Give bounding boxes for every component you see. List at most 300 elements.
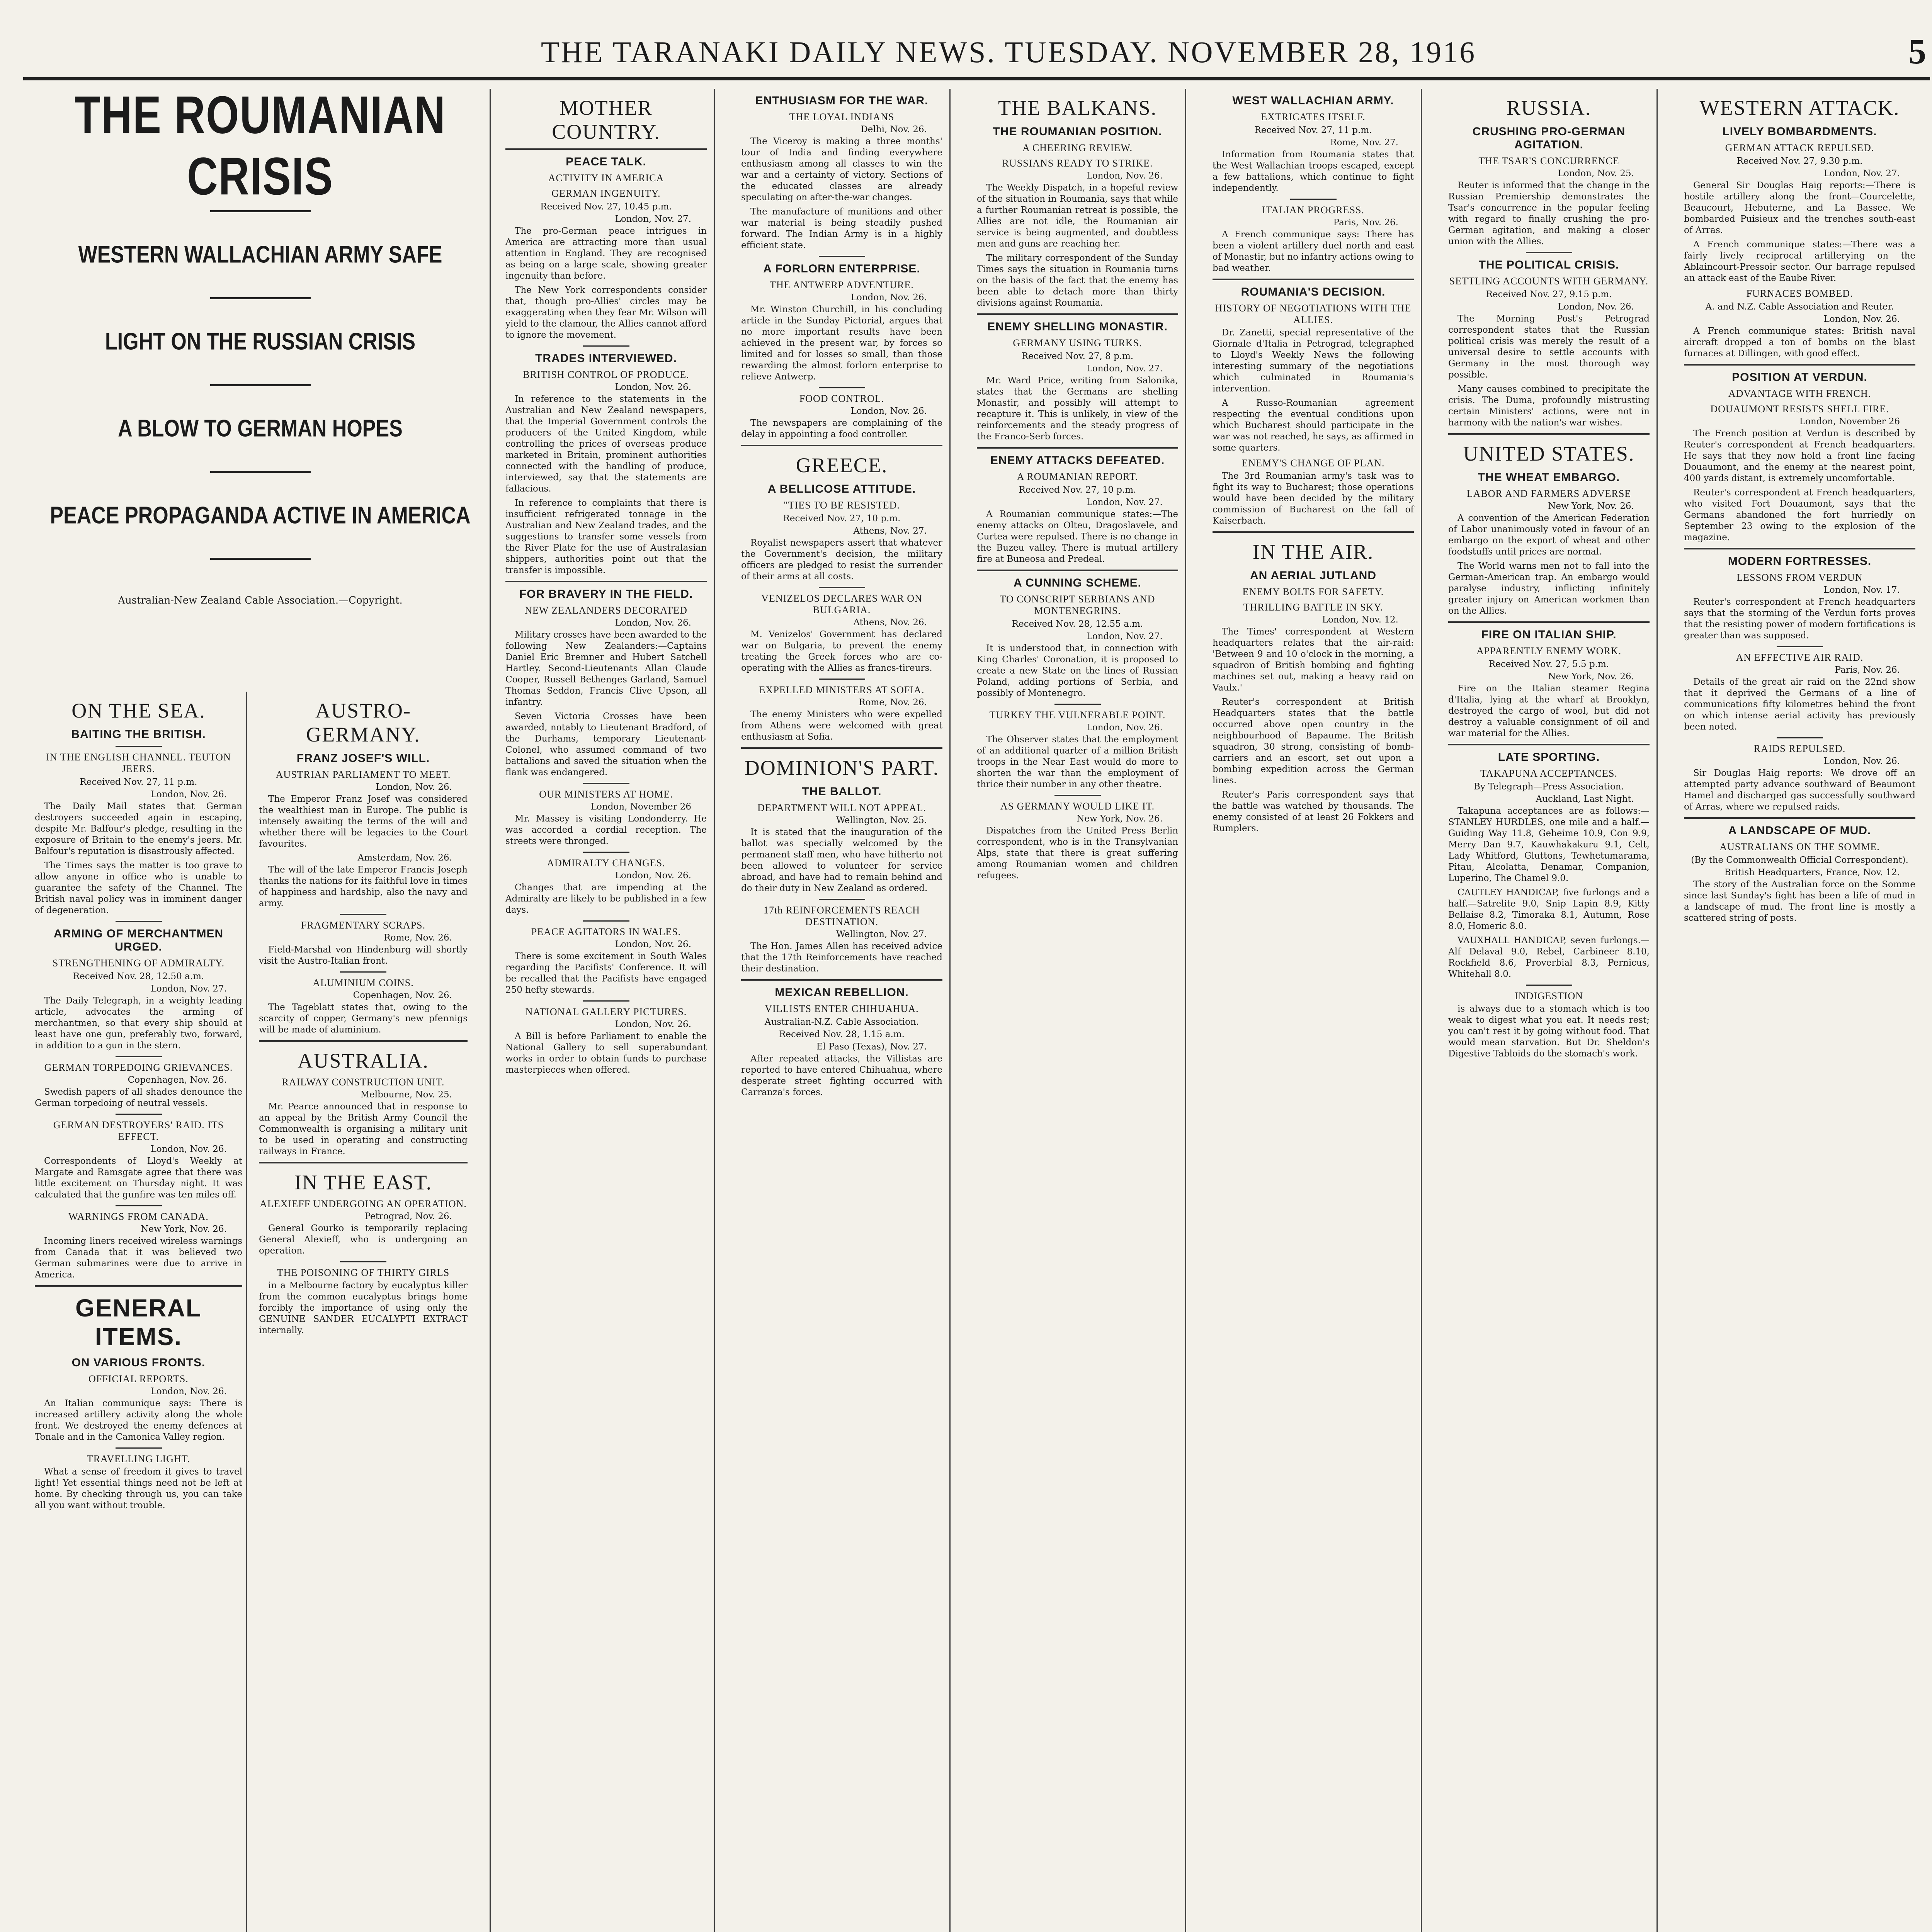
article-paragraph: The Daily Mail states that German destroyers succeeded again in escaping, despite Mr. Balfour's pledge, resulting in the exposure of Britain to the enemy's jeers. Mr. Balfour's reputation is disastrously affected. (35, 801, 242, 856)
divider (1777, 737, 1823, 738)
kicker: THE LOYAL INDIANS (789, 111, 895, 122)
divider (116, 1056, 162, 1057)
divider (116, 1447, 162, 1449)
article-paragraph: Information from Roumania states that the West Wallachian troops escaped, except a few battalions, which continue to fight independently. (1213, 150, 1414, 193)
article-paragraph: Royalist newspapers assert that whatever the Government's decision, the military officers are pledged to resist the surrender of their arms at all costs. (741, 538, 942, 582)
headline-air-raid: AN EFFECTIVE AIR RAID. (1736, 652, 1864, 663)
headline-poisoning: THE POISONING OF THIRTY GIRLS (277, 1267, 450, 1278)
place-line: London, Nov. 26. (376, 782, 452, 792)
article-paragraph: The 3rd Roumanian army's task was to fight its way to Bucharest; those operations would have been decided by the military commission of Bucharest on the fall of Kaiserbach. (1213, 471, 1414, 526)
kicker: VILLISTS ENTER CHIHUAHUA. (765, 1003, 919, 1014)
kicker: ENEMY BOLTS FOR SAFETY. (1242, 586, 1384, 597)
place-line: London, Nov. 26. (150, 1386, 227, 1396)
kicker: THE TSAR'S CONCURRENCE (1478, 155, 1619, 167)
place-line: Paris, Nov. 26. (1835, 665, 1900, 675)
divider (1448, 433, 1650, 435)
headline-peace-agitators: PEACE AGITATORS IN WALES. (531, 926, 681, 937)
place-line: London, Nov. 26. (1558, 302, 1634, 312)
article-paragraph: The New York correspondents consider that, though pro-Allies' circles may be exaggerating when they fear Mr. Wilson will yield to the clamour, the Allies cannot afford to ignore the movement. (505, 285, 707, 340)
kicker: A ROUMANIAN REPORT. (1017, 471, 1138, 482)
article-paragraph: A convention of the American Federation of Labor unanimously voted in favour of an embargo on the export of wheat and other foodstuffs until prices are normal. (1448, 513, 1650, 557)
divider (210, 210, 311, 212)
place-line: Melbourne, Nov. 25. (360, 1090, 452, 1100)
article-paragraph: Correspondents of Lloyd's Weekly at Margate and Ramsgate agree that there was little excitement on Thursday night. It was calculated that the gunfire was ten miles off. (35, 1156, 242, 1200)
kicker: ADVANTAGE WITH FRENCH. (1728, 388, 1871, 399)
divider (1684, 817, 1915, 819)
divider (505, 148, 707, 150)
divider (259, 1162, 468, 1163)
kicker: DOUAUMONT RESISTS SHELL FIRE. (1710, 403, 1889, 415)
kicker: APPARENTLY ENEMY WORK. (1476, 645, 1621, 656)
subhead-ballot: THE BALLOT. (802, 785, 882, 798)
place-line: London, Nov. 26. (615, 871, 691, 881)
column-7 (1677, 89, 1922, 1932)
headline-forlorn: A FORLORN ENTERPRISE. (763, 262, 920, 275)
dateline: Received Nov. 27, 8 p.m. (1021, 351, 1134, 361)
kicker: FURNACES BOMBED. (1746, 288, 1853, 299)
column-1a (31, 692, 247, 1932)
kicker: A CHEERING REVIEW. (1022, 142, 1133, 153)
article-paragraph: The newspapers are complaining of the delay in appointing a food controller. (741, 418, 942, 439)
place-line: Wellington, Nov. 25. (836, 815, 927, 825)
banner-assoc: Australian-New Zealand Cable Association.—Copyright. (118, 595, 403, 606)
banner-subhead-1: WESTERN WALLACHIAN ARMY SAFE (78, 241, 442, 268)
place-line: London, Nov. 26. (615, 618, 691, 628)
place-line: Petrograd, Nov. 26. (364, 1211, 452, 1221)
headline-fragmentary: FRAGMENTARY SCRAPS. (301, 920, 426, 931)
place-line: London, Nov. 26. (1086, 171, 1163, 181)
divider (1684, 364, 1915, 366)
divider (819, 256, 865, 257)
place-line: London, Nov. 27. (615, 214, 691, 224)
divider (210, 471, 311, 473)
kicker: "TIES TO BE RESISTED. (784, 500, 900, 511)
headline-australia: AUSTRALIA. (298, 1049, 429, 1072)
place-line: London, Nov. 26. (850, 293, 927, 303)
place-line: London, November 26 (1799, 417, 1900, 427)
headline-united-states: UNITED STATES. (1463, 442, 1635, 465)
article-paragraph: A Russo-Roumanian agreement respecting the eventual conditions upon which Bucharest should participate in the war was not reached, he says, as affirmed in some quarters. (1213, 398, 1414, 453)
divider (259, 1040, 468, 1042)
divider (741, 747, 942, 749)
article-paragraph: Mr. Pearce announced that in response to an appeal by the British Army Council the Commonwealth is organising a military unit to be used in operating and constructing railways in France. (259, 1102, 468, 1156)
kicker: LABOR AND FARMERS ADVERSE (1466, 488, 1631, 499)
kicker: THE ANTWERP ADVENTURE. (770, 279, 914, 291)
headline-indigestion: INDIGESTION (1514, 990, 1583, 1002)
kicker: TO CONSCRIPT SERBIANS AND MONTENEGRINS. (1000, 594, 1155, 616)
place-line: London, Nov. 27. (1086, 497, 1163, 507)
divider (340, 971, 386, 973)
place-line: London, Nov. 27. (1086, 631, 1163, 641)
kicker: HISTORY OF NEGOTIATIONS WITH THE ALLIES. (1215, 303, 1412, 325)
article-paragraph: Military crosses have been awarded to the following New Zealanders:—Captains Daniel Eric Bremner and Hubert Satchell Hartley. Second-Lieutenants Allan Claude Cooper, Russell Bethenges Garland, Samuel Thomas Seddon, Francis Clive Upson, all infantry. (505, 630, 707, 707)
kicker-arming: STRENGTHENING OF ADMIRALTY. (52, 957, 225, 969)
place-line: Paris, Nov. 26. (1333, 218, 1398, 228)
subhead-sea: BAITING THE BRITISH. (71, 728, 206, 741)
article-paragraph: Incoming liners received wireless warnings from Canada that it was believed two German submarines were due to arrive in America. (35, 1236, 242, 1280)
article-paragraph: The manufacture of munitions and other war material is being steadily pushed forward. The Indian Army is in a highly efficient state. (741, 207, 942, 250)
headline-political-crisis: THE POLITICAL CRISIS. (1478, 259, 1619, 271)
banner-subhead-2: LIGHT ON THE RUSSIAN CRISIS (105, 328, 416, 355)
divider (977, 447, 1178, 449)
article-paragraph: The Emperor Franz Josef was considered the wealthiest man in Europe. The public is intensely awaiting the terms of the will and whether there will be legacies to the Court favourites. (259, 794, 468, 849)
place-line: Rome, Nov. 27. (1330, 138, 1398, 148)
headline-west-wallachian: WEST WALLACHIAN ARMY. (1232, 94, 1394, 107)
article-paragraph: Sir Douglas Haig reports: We drove off an attempted party advance southward of Beaumont Hamel and discharged gas successfully southward of Arras, where we repulsed raids. (1684, 768, 1915, 812)
dateline: Received Nov. 27, 10 p.m. (1019, 485, 1136, 495)
divider (340, 1261, 386, 1262)
subhead-peace-talk: PEACE TALK. (566, 155, 646, 168)
headline-dominion: DOMINION'S PART. (744, 756, 939, 779)
divider (210, 297, 311, 299)
divider (819, 899, 865, 900)
divider (583, 345, 629, 347)
headline-austro: AUSTRO-GERMANY. (306, 699, 420, 746)
article-paragraph: Reuter's correspondent at British Headquarters states that the battle occurred above open country in the neighbourhood of Bapaume. The British squadron, 30 strong, consisting of bomb-carriers and an escort, set out upon a bombing expedition across the German lines. (1213, 697, 1414, 786)
banner-subhead-3: A BLOW TO GERMAN HOPES (118, 415, 403, 442)
column-4 (970, 89, 1186, 1932)
place-line: Amsterdam, Nov. 26. (357, 853, 452, 863)
place-line: Rome, Nov. 26. (859, 697, 927, 707)
assoc-line: Australian-N.Z. Cable Association. (764, 1017, 919, 1027)
divider (1290, 199, 1337, 200)
headline-mexican: MEXICAN REBELLION. (775, 986, 909, 999)
place-line: Wellington, Nov. 27. (836, 929, 927, 939)
place-line: London, Nov. 26. (1823, 314, 1900, 324)
subhead-roumanian-position: THE ROUMANIAN POSITION. (993, 125, 1162, 138)
divider (210, 558, 311, 560)
divider (116, 1205, 162, 1206)
headline-russia: RUSSIA. (1506, 96, 1592, 119)
headline-mother-country: MOTHER COUNTRY. (552, 96, 660, 143)
headline-enthusiasm: ENTHUSIASM FOR THE WAR. (755, 94, 929, 107)
kicker: THRILLING BATTLE IN SKY. (1243, 602, 1383, 613)
columns (31, 89, 1922, 1932)
article-paragraph: Takapuna acceptances are as follows:—STANLEY HURDLES, one mile and a half.—Guiding Way 11.8, Geheime 10.9, Con 9.9, Merry Dan 9.7, Kauwhakakuru 9.1, Celt, Lady Whitford, Gluttons, Tewhetumarama, Pitau, Alcolatta, Denamar, Companion, Luperino, The Chamel 9.0. (1448, 806, 1650, 883)
article-paragraph: Changes that are impending at the Admiralty are likely to be published in a few days. (505, 883, 707, 915)
subhead-pro-german: CRUSHING PRO-GERMAN AGITATION. (1472, 125, 1626, 151)
article-paragraph: General Gourko is temporarily replacing General Alexieff, who is undergoing an operation. (259, 1223, 468, 1256)
place-line: London, Nov. 26. (615, 382, 691, 392)
kicker: ENEMY'S CHANGE OF PLAN. (1242, 457, 1385, 469)
divider (583, 920, 629, 922)
article-paragraph: Fire on the Italian steamer Regina d'Italia, lying at the wharf at Brooklyn, destroyed the cargo of wool, but did not destroy a valuable consignment of oil and war material for the Allies. (1448, 684, 1650, 738)
article-paragraph: It is understood that, in connection with King Charles' Coronation, it is proposed to create a new State on the lines of Russian Poland, adding portions of Serbia, and possibly of Montenegro. (977, 643, 1178, 698)
article-paragraph: The Viceroy is making a three months' tour of India and finding everywhere enthusiasm among all classes to win the war and a certainty of victory. Sections of the educated classes are already speculating on after-the-war changes. (741, 136, 942, 202)
place-line: London, Nov. 26. (150, 789, 227, 799)
headline-travelling: TRAVELLING LIGHT. (87, 1453, 190, 1464)
subhead-aerial-jutland: AN AERIAL JUTLAND (1250, 569, 1376, 582)
divider (741, 979, 942, 981)
dateline: Received Nov. 28, 12.55 a.m. (1012, 619, 1143, 629)
headline-in-the-air: IN THE AIR. (1252, 540, 1374, 563)
divider (35, 1285, 242, 1287)
column-2 (498, 89, 715, 1932)
column-6 (1441, 89, 1658, 1932)
article-paragraph: Mr. Ward Price, writing from Salonika, states that the Germans are shelling Monastir, and possibly will attempt to recapture it. This is unlikely, in view of the reinforcements and the steady progress of the Franco-Serb forces. (977, 376, 1178, 442)
place-line: London, Nov. 26. (850, 406, 927, 416)
dateline: Received Nov. 28, 1.15 a.m. (779, 1029, 905, 1039)
headline-decision: ROUMANIA'S DECISION. (1241, 286, 1386, 298)
headline-admiralty: ADMIRALTY CHANGES. (547, 857, 665, 869)
kicker-sea: IN THE ENGLISH CHANNEL. TEUTON JEERS. (46, 752, 231, 774)
headline-defeated: ENEMY ATTACKS DEFEATED. (990, 454, 1165, 467)
place-line: London, Nov. 26. (615, 1019, 691, 1029)
kicker-australia: RAILWAY CONSTRUCTION UNIT. (282, 1077, 445, 1088)
divider (1448, 621, 1650, 623)
headline-arming: ARMING OF MERCHANTMEN URGED. (53, 927, 224, 953)
column-1b (255, 692, 471, 1932)
divider (1526, 985, 1572, 986)
article-paragraph: General Sir Douglas Haig reports:—There is hostile artillery along the front—Courcelette, Beaucourt, Hebuterne, and La Bassee. We bombarded Puisieux and the trenches south-east of Arras. (1684, 180, 1915, 235)
kicker-official: OFFICIAL REPORTS. (88, 1373, 189, 1384)
place-line: Copenhagen, Nov. 26. (128, 1075, 227, 1085)
headline-bravery: FOR BRAVERY IN THE FIELD. (519, 588, 693, 600)
place-line: London, Nov. 27. (150, 984, 227, 994)
article-paragraph: M. Venizelos' Government has declared war on Bulgaria, to prevent the enemy treating the Greek forces who are co-operating with the Allies as francs-tireurs. (741, 629, 942, 673)
masthead (23, 31, 1930, 80)
banner-subhead-4: PEACE PROPAGANDA ACTIVE IN AMERICA (50, 502, 471, 529)
headline-verdun: POSITION AT VERDUN. (1732, 371, 1867, 384)
place-line: Copenhagen, Nov. 26. (353, 990, 452, 1000)
place-line: New York, Nov. 26. (1548, 501, 1634, 511)
article-paragraph: Many causes combined to precipitate the crisis. The Duma, profoundly mistrusting certain Ministers' actions, were not in harmony with the nation's war wishes. (1448, 384, 1650, 428)
kicker-austro: AUSTRIAN PARLIAMENT TO MEET. (276, 769, 451, 780)
place-line: El Paso (Texas), Nov. 27. (816, 1042, 927, 1052)
article-paragraph: Reuter's correspondent at French headquarters says that the storming of the Verdun forts proves that the resisting power of modern fortifications is greater than was supposed. (1684, 597, 1915, 641)
article-paragraph: Reuter is informed that the change in the Russian Premiership demonstrates the Tsar's concurrence in the popular feeling with regard to finally crushing the pro-German agitation, and making a closer union with the Allies. (1448, 180, 1650, 247)
divider (116, 1114, 162, 1115)
divider (741, 445, 942, 446)
article-paragraph: A Bill is before Parliament to enable the National Gallery to sell superabundant works in order to obtain funds to purchase masterpieces when offered. (505, 1031, 707, 1075)
place-line: Athens, Nov. 26. (853, 617, 927, 628)
assoc-line: A. and N.Z. Cable Association and Reuter. (1705, 302, 1894, 312)
headline-western-attack: WESTERN ATTACK. (1699, 96, 1900, 119)
subhead-bombardments: LIVELY BOMBARDMENTS. (1722, 125, 1877, 138)
dateline: Received Nov. 27, 9.15 p.m. (1486, 289, 1612, 299)
article-paragraph: A French communique states: British naval aircraft dropped a ton of bombs on the blast furnaces at Dillingen, with good effect. (1684, 326, 1915, 359)
article-paragraph: The Times' correspondent at Western headquarters relates that the air-raid: 'Between 9 and 10 o'clock in the morning, a squadron of British bombing and fighting machines set out, making a heavy raid on Vaulx.' (1213, 627, 1414, 693)
place-line: Athens, Nov. 27. (853, 526, 927, 536)
subhead-austro: FRANZ JOSEF'S WILL. (296, 752, 430, 765)
banner-headline: THE ROUMANIAN CRISIS (75, 89, 446, 206)
article-paragraph: The Morning Post's Petrograd correspondent states that the Russian political crisis was merely the result of a universal desire to settle accounts with Germany in the most thorough way possible. (1448, 314, 1650, 380)
kicker: DEPARTMENT WILL NOT APPEAL. (757, 802, 926, 813)
article-paragraph: The Hon. James Allen has received advice that the 17th Reinforcements have reached their destination. (741, 941, 942, 974)
divider (819, 387, 865, 388)
advert-paragraph: is always due to a stomach which is too weak to digest what you eat. It needs rest; you can't rest it by going without food. That would mean starvation. But Dr. Sheldon's Digestive Tabloids do the stomach's work. (1448, 1004, 1650, 1059)
article-paragraph: A Roumanian communique states:—The enemy attacks on Olteu, Dragoslavele, and Curtea were repulsed. There is no change in the Buzeu valley. There is mutual artillery fire at Buneosa and Predeal. (977, 509, 1178, 564)
headline-torpedoing: GERMAN TORPEDOING GRIEVANCES. (44, 1062, 233, 1073)
headline-east: IN THE EAST. (294, 1171, 432, 1194)
headline-venizelos: VENIZELOS DECLARES WAR ON BULGARIA. (761, 593, 922, 616)
column-1 (31, 89, 491, 1932)
headline-raids-repulsed: RAIDS REPULSED. (1753, 743, 1846, 754)
headline-mud: A LANDSCAPE OF MUD. (1728, 824, 1871, 837)
headline-expelled: EXPELLED MINISTERS AT SOFIA. (759, 684, 925, 696)
kicker: EXTRICATES ITSELF. (1261, 111, 1366, 122)
divider (116, 746, 162, 747)
advert-paragraph: What a sense of freedom it gives to travel light! Yet essential things need not be left at home. By checking through us, you can take all you want without trouble. (35, 1467, 242, 1510)
headline-sea: ON THE SEA. (71, 699, 206, 722)
article-paragraph: Reuter's correspondent at French headquarters, who visited Fort Douaumont, says that the Germans abandoned the fort hurriedly on September 23 owing to the explosion of the magazine. (1684, 488, 1915, 543)
kicker: LESSONS FROM VERDUN (1736, 572, 1863, 583)
article-paragraph: Mr. Winston Churchill, in his concluding article in the Sunday Pictorial, argues that no more important results have been achieved in the present war, by forces so limited and for losses so small, than those rewarding the almost forlorn enterprise to relieve Antwerp. (741, 304, 942, 382)
article-paragraph: The enemy Ministers who were expelled from Athens were welcomed with great enthusiasm at Sofia. (741, 709, 942, 742)
headline-sporting: LATE SPORTING. (1498, 751, 1600, 764)
place-line: British Headquarters, France, Nov. 12. (1724, 867, 1900, 878)
divider (1684, 548, 1915, 549)
kicker-east: ALEXIEFF UNDERGOING AN OPERATION. (260, 1198, 467, 1209)
kicker: AUSTRALIANS ON THE SOMME. (1719, 841, 1880, 852)
article-paragraph: VAUXHALL HANDICAP, seven furlongs.—Alf Delaval 9.0, Rebel, Carbineer 8.10, Rockfield 8.6, Proverbial 8.3, Pernicus, Whitehall 8.0. (1448, 935, 1650, 979)
article-paragraph: The military correspondent of the Sunday Times says the situation in Roumania turns on the basis of the fact that the enemy has been able to detach more than thirty divisions against Roumania. (977, 253, 1178, 308)
headline-greece: GREECE. (796, 454, 888, 477)
subhead-general: ON VARIOUS FRONTS. (71, 1356, 206, 1369)
divider (583, 852, 629, 853)
kicker: NEW ZEALANDERS DECORATED (525, 605, 687, 616)
headline-fortresses: MODERN FORTRESSES. (1728, 555, 1872, 568)
article-paragraph: The French position at Verdun is described by Reuter's correspondent at French headquarters. He says that they now hold a front line facing Douaumont, and the enemy at the nearest point, 400 yards distant, is extremely uncomfortable. (1684, 429, 1915, 483)
headline-aluminium: ALUMINIUM COINS. (313, 977, 414, 988)
article-paragraph: The Weekly Dispatch, in a hopeful review of the situation in Roumania, says that while a further Roumanian retreat is possible, the Allies are not idle, the Roumanian air service is being augmented, and doubtless men and guns are reaching her. (977, 183, 1178, 249)
place-line: New York, Nov. 26. (1548, 672, 1634, 682)
article-paragraph: An Italian communique says: There is increased artillery activity along the whole front. We destroyed the enemy defences at Tonale and in the Camonica Valley region. (35, 1398, 242, 1442)
article-paragraph: The World warns men not to fall into the German-American trap. An embargo would paralyse industry, inflicting infinitely greater injury on American workmen than on the Allies. (1448, 561, 1650, 616)
headline-reinforcements: 17th REINFORCEMENTS REACH DESTINATION. (764, 905, 920, 927)
place-line: London, Nov. 27. (1823, 168, 1900, 179)
headline-turkey: TURKEY THE VULNERABLE POINT. (989, 709, 1166, 721)
subhead-wheat-embargo: THE WHEAT EMBARGO. (1478, 471, 1620, 484)
assoc-line: By Telegraph—Press Association. (1474, 782, 1624, 792)
place-line: London, Nov. 26. (1086, 723, 1163, 733)
place-line: London, Nov. 26. (150, 1144, 227, 1154)
article-paragraph: The pro-German peace intrigues in America are attracting more than usual attention in England. They are recognised as being on a large scale, showing greater ingenuity than before. (505, 226, 707, 281)
place-line: London, Nov. 17. (1823, 585, 1900, 595)
subhead-greece: A BELLICOSE ATTITUDE. (767, 483, 916, 495)
article-paragraph: Reuter's Paris correspondent says that the battle was watched by thousands. The enemy consisted of at least 26 Fokkers and Rumplers. (1213, 790, 1414, 833)
article-paragraph: The Observer states that the employment of an additional quarter of a million British troops in the Near East would do more to shorten the war than the employment of thrice their number in any other theatre. (977, 735, 1178, 789)
article-paragraph: The Times says the matter is too grave to allow anyone in office who is unable to guarantee the safety of the Channel. The British naval policy was in imminent danger of degeneration. (35, 861, 242, 915)
kicker: ACTIVITY IN AMERICA (548, 172, 664, 184)
article-paragraph: After repeated attacks, the Villistas are reported to have entered Chihuahua, where desperate street fighting occurred with Carranza's forces. (741, 1054, 942, 1097)
headline-germany-like: AS GERMANY WOULD LIKE IT. (1000, 801, 1155, 812)
dateline: Received Nov. 27, 5.5 p.m. (1488, 659, 1609, 669)
article-paragraph: Dr. Zanetti, special representative of the Giornale d'Italia in Petrograd, telegraphed to Lloyd's Weekly News the following interesting summary of the negotiations which culminated in Roumania's intervention. (1213, 328, 1414, 394)
article-paragraph: The Tageblatt states that, owing to the scarcity of copper, Germany's new pfennigs will be made of aluminium. (259, 1002, 468, 1035)
divider (1777, 646, 1823, 647)
headline-trades: TRADES INTERVIEWED. (535, 352, 677, 365)
article-paragraph: In reference to the statements in the Australian and New Zealand newspapers, that the Imperial Government controls the producers of the United Kingdom, while controlling the prices of overseas produce marketed in Britain, prominent authorities connected with the handling of produce, interviewed, say that the statements are fallacious. (505, 394, 707, 494)
headline-warnings: WARNINGS FROM CANADA. (68, 1211, 209, 1222)
article-paragraph: Swedish papers of all shades denounce the German torpedoing of neutral vessels. (35, 1087, 242, 1108)
column-3 (734, 89, 951, 1932)
page-number: 5 (1908, 32, 1926, 71)
article-paragraph: The Daily Telegraph, in a weighty leading article, advocates the arming of merchantmen, so that every ship should at least have one gun, preferably two, forward, in addition to a gun in the stern. (35, 996, 242, 1051)
divider (1054, 795, 1101, 796)
divider (819, 679, 865, 680)
front-banner (38, 89, 483, 606)
divider (977, 570, 1178, 571)
column-5 (1206, 89, 1422, 1932)
divider (1054, 704, 1101, 705)
place-line: London, November 26 (590, 802, 691, 812)
dateline: Received Nov. 27, 11 p.m. (80, 777, 197, 787)
divider (1526, 252, 1572, 253)
kicker: GERMAN ATTACK REPULSED. (1725, 142, 1874, 153)
place-line: Delhi, Nov. 26. (861, 124, 927, 134)
place-line: New York, Nov. 26. (1077, 814, 1163, 824)
article-paragraph: Field-Marshal von Hindenburg will shortly visit the Austro-Italian front. (259, 945, 468, 966)
divider (116, 921, 162, 922)
article-paragraph: A French communique says: There has been a violent artillery duel north and east of Monastir, but no infantry actions owing to bad weather. (1213, 230, 1414, 273)
place-line: New York, Nov. 26. (141, 1224, 227, 1234)
divider (1213, 279, 1414, 280)
advert-paragraph: in a Melbourne factory by eucalyptus killer from the common eucalyptus brings home forcibly the importance of using only the GENUINE SANDER EUCALYPTI EXTRACT internally. (259, 1281, 468, 1335)
article-paragraph: There is some excitement in South Wales regarding the Pacifists' Conference. It will be recalled that the Pacifists have engaged 250 hefty stewards. (505, 951, 707, 995)
article-paragraph: The story of the Australian force on the Somme since last Sunday's fight has been a life of mud in a landscape of mud. The front line is mostly a scattered string of posts. (1684, 879, 1915, 923)
place-line: Rome, Nov. 26. (384, 933, 452, 943)
article-paragraph: Details of the great air raid on the 22nd show that it deprived the Germans of a line of communications fifty kilometres behind the front on which intense aerial activity has previously been noted. (1684, 677, 1915, 732)
divider (977, 313, 1178, 315)
kicker: TAKAPUNA ACCEPTANCES. (1480, 768, 1617, 779)
place-line: London, Nov. 26. (1823, 756, 1900, 766)
headline-italian-progress: ITALIAN PROGRESS. (1262, 204, 1364, 216)
divider (583, 783, 629, 784)
divider (583, 1000, 629, 1002)
dateline: Received Nov. 27, 9.30 p.m. (1736, 156, 1863, 166)
divider (210, 384, 311, 386)
place-line: Auckland, Last Night. (1536, 794, 1634, 804)
divider (340, 914, 386, 915)
article-paragraph: In reference to complaints that there is insufficient refrigerated tonnage in the Australian and New Zealand trades, and the suggestions to transfer some vessels from the River Plate for the use of Australasian shippers, authorities point out that the transfer is impossible. (505, 498, 707, 575)
place-line: London, Nov. 25. (1558, 168, 1634, 179)
kicker: SETTLING ACCOUNTS WITH GERMANY. (1449, 276, 1649, 287)
kicker: RUSSIANS READY TO STRIKE. (1002, 158, 1153, 169)
article-paragraph: Dispatches from the United Press Berlin correspondent, who is in the Transylvanian Alps, state that there is great suffering among Roumanian women and children refugees. (977, 826, 1178, 881)
article-paragraph: It is stated that the inauguration of the ballot was specially welcomed by the permanent staff men, who have hitherto not been allowed to volunteer for service abroad, and have had to remain behind and do their duty in New Zealand as ordered. (741, 827, 942, 893)
place-line: London, Nov. 12. (1322, 615, 1398, 625)
headline-shelling: ENEMY SHELLING MONASTIR. (987, 320, 1168, 333)
divider (1448, 744, 1650, 745)
article-paragraph: CAUTLEY HANDICAP, five furlongs and a half.—Satrelite 9.0, Snip Lapin 8.9, Kitty Bellaise 8.2, Timoraka 8.1, Autumn, Rose 8.0, Homeric 8.0. (1448, 888, 1650, 931)
headline-raid: GERMAN DESTROYERS' RAID. ITS EFFECT. (53, 1119, 224, 1142)
article-paragraph: Mr. Massey is visiting Londonderry. He was accorded a cordial reception. The streets were thronged. (505, 814, 707, 846)
headline-general: GENERAL ITEMS. (75, 1294, 202, 1350)
kicker: GERMAN INGENUITY. (551, 188, 661, 199)
dateline: Received Nov. 27, 10 p.m. (783, 514, 901, 524)
dateline: Received Nov. 27, 10.45 p.m. (540, 202, 672, 212)
kicker: GERMANY USING TURKS. (1013, 337, 1142, 349)
kicker: BRITISH CONTROL OF PRODUCE. (523, 369, 689, 380)
article-paragraph: The will of the late Emperor Francis Joseph thanks the nations for its faithful love in times of happiness and hardship, also the navy and army. (259, 865, 468, 908)
headline-fire: FIRE ON ITALIAN SHIP. (1481, 628, 1617, 641)
headline-food: FOOD CONTROL. (799, 393, 884, 404)
masthead-title: THE TARANAKI DAILY NEWS. TUESDAY. NOVEMBER 28, 1916 (541, 35, 1476, 69)
headline-cunning: A CUNNING SCHEME. (1014, 577, 1141, 589)
place-line: London, Nov. 27. (1086, 364, 1163, 374)
article-paragraph: A French communique states:—There was a fairly lively reciprocal artillerying on the Ablaincourt-Pressoir sector. Our barrage repulsed an attack east of the Eaube River. (1684, 240, 1915, 283)
headline-gallery: NATIONAL GALLERY PICTURES. (525, 1006, 687, 1017)
assoc-line: (By the Commonwealth Official Correspondent). (1691, 855, 1908, 865)
headline-ministers: OUR MINISTERS AT HOME. (539, 789, 673, 800)
dateline: Received Nov. 28, 12.50 a.m. (73, 971, 204, 981)
place-line: London, Nov. 26. (615, 939, 691, 949)
divider (819, 587, 865, 588)
divider (1213, 531, 1414, 533)
dateline: Received Nov. 27, 11 p.m. (1254, 125, 1372, 135)
article-paragraph: Seven Victoria Crosses have been awarded, notably to Lieutenant Bradford, of the Durhams, temporary Lieutenant-Colonel, who assumed command of two battalions and saved the situation when the flank was endangered. (505, 711, 707, 777)
